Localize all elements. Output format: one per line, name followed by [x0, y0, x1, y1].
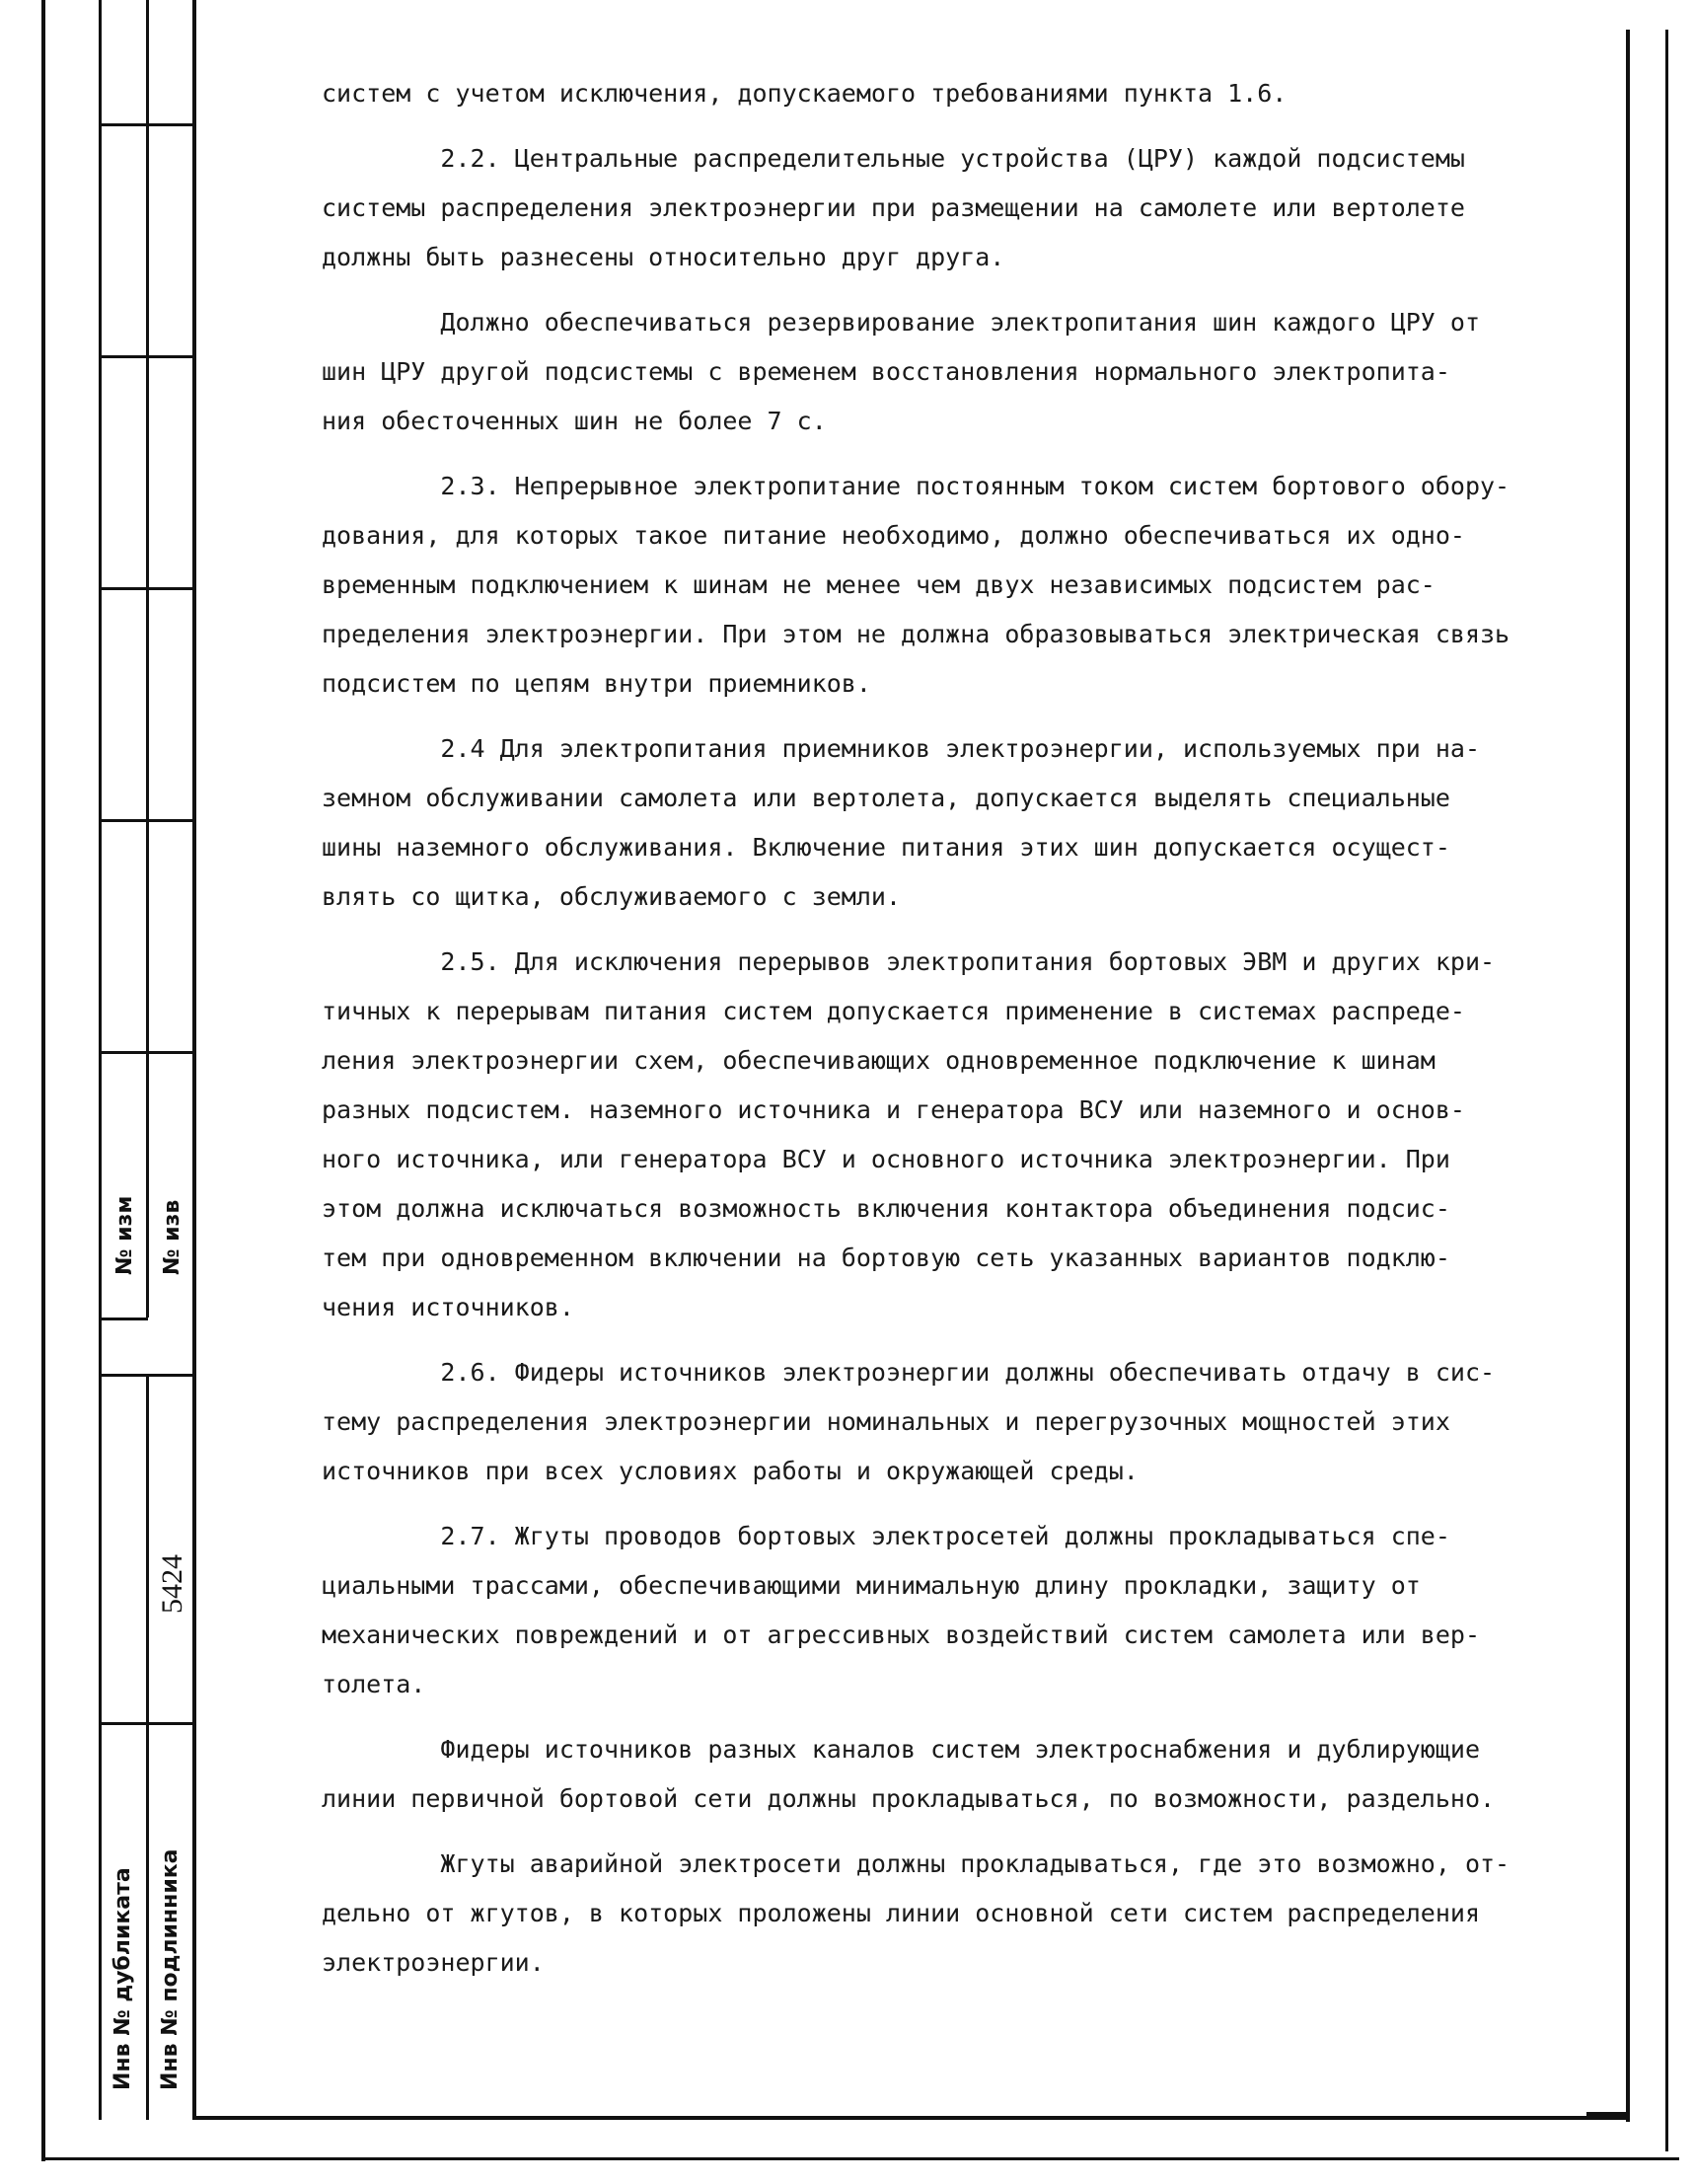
sidebar-right-line [192, 0, 196, 2120]
text-line: чения источников. [322, 1293, 574, 1321]
frame-left-outer [41, 0, 45, 2161]
text-line: этом должна исключаться возможность включения контактора объединения подсис- [322, 1194, 1450, 1223]
inv-dublikat-label: Инв № дубликата [110, 1867, 135, 2090]
sidebar-grid-line [99, 1318, 148, 1320]
text-line: должны быть разнесены относительно друг друга. [322, 243, 1005, 271]
frame-right-outer [1665, 30, 1668, 2151]
sidebar-left-line [99, 0, 102, 2120]
text-line: Фидеры источников разных каналов систем электроснабжения и дублирующие [322, 1735, 1480, 1764]
paragraph [322, 462, 1555, 709]
text-line: электроэнергии. [322, 1948, 545, 1977]
paragraph [322, 1348, 1555, 1496]
paragraph [322, 69, 1555, 118]
sidebar-mid-line-top [146, 0, 149, 1318]
text-line: 2.5. Для исключения перерывов электропитания бортовых ЭВМ и других кри- [322, 947, 1496, 976]
paragraph [322, 1725, 1555, 1824]
text-line: тичных к перерывам питания систем допускается применение в системах распреде- [322, 997, 1465, 1025]
paragraph [322, 938, 1555, 1332]
text-line: ного источника, или генератора ВСУ и основного источника электроэнергии. При [322, 1145, 1450, 1173]
text-line: тему распределения электроэнергии номинальных и перегрузочных мощностей этих [322, 1407, 1450, 1436]
text-line: ления электроэнергии схем, обеспечивающих одновременное подключение к шинам [322, 1046, 1436, 1075]
frame-bottom-outer [41, 2157, 1679, 2160]
text-line: пределения электроэнергии. При этом не должна образовываться электрическая связь [322, 620, 1510, 648]
document-body [322, 69, 1555, 2003]
corner-mark [1586, 2112, 1626, 2117]
text-line: тем при одновременном включении на бортовую сеть указанных вариантов подклю- [322, 1243, 1450, 1272]
text-line: Должно обеспечиваться резервирование электропитания шин каждого ЦРУ от [322, 308, 1480, 337]
text-line: влять со щитка, обслуживаемого с земли. [322, 882, 901, 911]
text-line: толета. [322, 1670, 426, 1698]
text-line: разных подсистем. наземного источника и генератора ВСУ или наземного и основ- [322, 1095, 1465, 1124]
paragraph [322, 298, 1555, 446]
text-line: временным подключением к шинам не менее чем двух независимых подсистем рас- [322, 570, 1436, 599]
text-line: 2.7. Жгуты проводов бортовых электросетей должны прокладываться спе- [322, 1522, 1450, 1550]
izm-label: № изм [112, 1195, 137, 1275]
text-line: систем с учетом исключения, допускаемого требованиями пункта 1.6. [322, 79, 1288, 108]
text-line: шины наземного обслуживания. Включение питания этих шин допускается осущест- [322, 833, 1450, 862]
sidebar-grid-line [99, 355, 195, 358]
sidebar-grid-line [99, 1051, 195, 1054]
izv-label: № изв [160, 1199, 184, 1275]
doc-number: 5424 [156, 1554, 188, 1614]
text-line: Жгуты аварийной электросети должны прокладываться, где это возможно, от- [322, 1849, 1510, 1878]
text-line: 2.6. Фидеры источников электроэнергии должны обеспечивать отдачу в сис- [322, 1358, 1496, 1387]
text-line: 2.4 Для электропитания приемников электроэнергии, используемых при на- [322, 734, 1480, 763]
sidebar-grid-line [99, 587, 195, 590]
sidebar-grid-line [99, 123, 195, 126]
paragraph [322, 134, 1555, 282]
sidebar-grid-line [99, 1374, 195, 1377]
paragraph [322, 1840, 1555, 1988]
inv-podlinnik-label: Инв № подлинника [158, 1848, 183, 2090]
paragraph [322, 724, 1555, 922]
sidebar-grid-line [99, 1722, 195, 1725]
text-line: системы распределения электроэнергии при размещении на самолете или вертолете [322, 193, 1465, 222]
text-line: подсистем по цепям внутри приемников. [322, 669, 871, 698]
frame-bottom-inner [192, 2116, 1628, 2120]
paragraph [322, 1512, 1555, 1709]
text-line: ния обесточенных шин не более 7 с. [322, 407, 827, 435]
text-line: 2.3. Непрерывное электропитание постоянным током систем бортового обору- [322, 472, 1510, 500]
text-line: источников при всех условиях работы и окружающей среды. [322, 1457, 1139, 1485]
text-line: дельно от жгутов, в которых проложены линии основной сети систем распределения [322, 1899, 1480, 1927]
text-line: шин ЦРУ другой подсистемы с временем восстановления нормального электропита- [322, 357, 1450, 386]
frame-right-inner [1626, 30, 1630, 2122]
text-line: земном обслуживании самолета или вертолета, допускается выделять специальные [322, 784, 1450, 812]
text-line: дования, для которых такое питание необходимо, должно обеспечиваться их одно- [322, 521, 1465, 550]
text-line: линии первичной бортовой сети должны прокладываться, по возможности, раздельно. [322, 1784, 1496, 1813]
text-line: механических повреждений и от агрессивных воздействий систем самолета или вер- [322, 1620, 1480, 1649]
text-line: циальными трассами, обеспечивающими минимальную длину прокладки, защиту от [322, 1571, 1421, 1600]
sidebar-mid-line-bottom [146, 1374, 149, 2120]
sidebar-grid-line [99, 819, 195, 822]
text-line: 2.2. Центральные распределительные устройства (ЦРУ) каждой подсистемы [322, 144, 1465, 173]
